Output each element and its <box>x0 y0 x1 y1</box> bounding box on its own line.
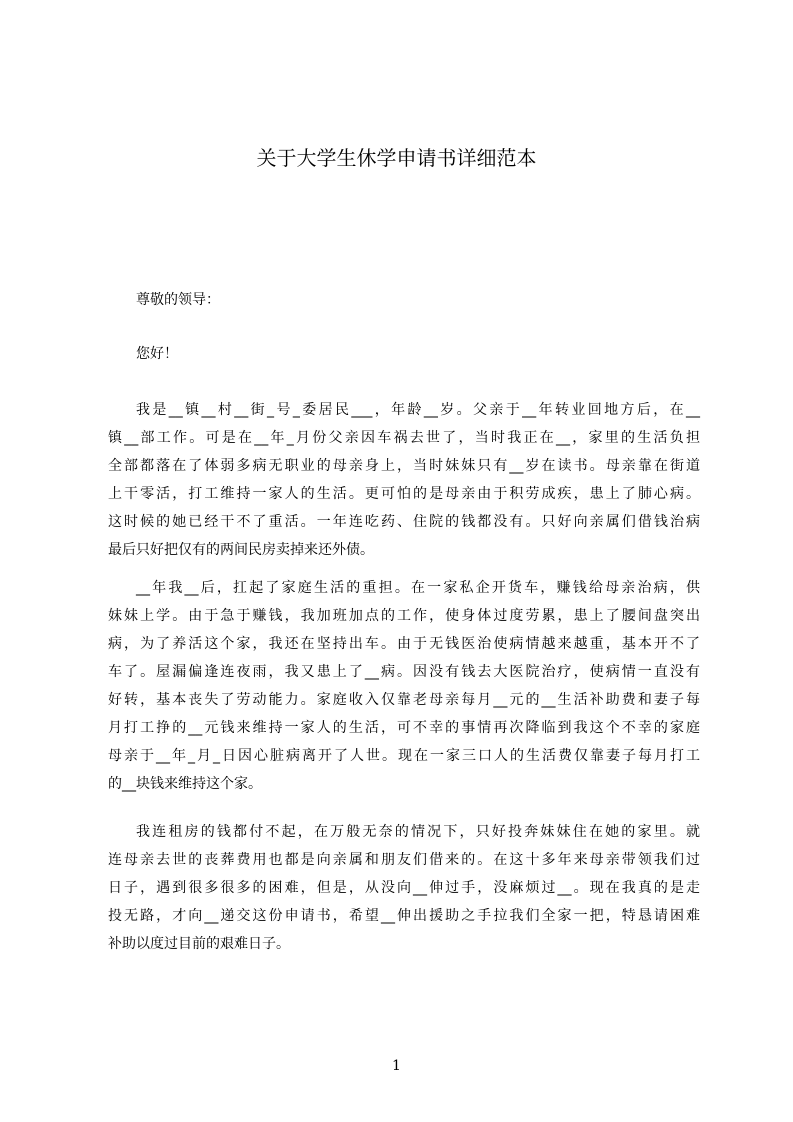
paragraph-family-background <box>108 396 700 564</box>
text-line: 月打工挣的__元钱来维持一家人的生活，可不幸的事情再次降临到我这个不幸的家庭 <box>108 720 700 736</box>
text-line: 这时候的她已经干不了重活。一年连吃药、住院的钱都没有。只好向亲属们借钱治病 <box>108 514 700 530</box>
text-line: 我连租房的钱都付不起，在万般无奈的情况下，只好投奔妹妹住在她的家里。就 <box>136 824 700 840</box>
text-line: 上干零活，打工维持一家人的生活。更可怕的是母亲由于积劳成疾，患上了肺心病。 <box>108 486 700 502</box>
document-title: 关于大学生休学申请书详细范本 <box>256 146 537 170</box>
text-line: 好转，基本丧失了劳动能力。家庭收入仅靠老母亲每月__元的__生活补助费和妻子每 <box>108 692 700 708</box>
text-line: 日子，遇到很多很多的困难，但是，从没向__伸过手，没麻烦过__。现在我真的是走 <box>108 880 700 896</box>
text-line: 车了。屋漏偏逢连夜雨，我又患上了__病。因没有钱去大医院治疗，使病情一直没有 <box>108 664 700 680</box>
paragraph-request <box>108 818 700 958</box>
text-line: 连母亲去世的丧葬费用也都是向亲属和朋友们借来的。在这十多年来母亲带领我们过 <box>108 852 700 868</box>
text-line: 镇__部工作。可是在__年_月份父亲因车祸去世了，当时我正在__，家里的生活负担 <box>108 430 700 446</box>
greeting: 您好！ <box>136 346 178 362</box>
page-number: 1 <box>392 1058 401 1074</box>
text-line: 病，为了养活这个家，我还在坚持出车。由于无钱医治使病情越来越重，基本开不了 <box>108 636 700 652</box>
text-line: 我是__镇__村__街_号_委居民___，年龄__岁。父亲于__年转业回地方后，在__ <box>136 402 700 418</box>
text-line: 母亲于__年_月_日因心脏病离开了人世。现在一家三口人的生活费仅靠妻子每月打工 <box>108 748 700 764</box>
salutation: 尊敬的领导： <box>136 292 220 308</box>
text-line: __年我__后，扛起了家庭生活的重担。在一家私企开货车，赚钱给母亲治病，供 <box>136 580 700 596</box>
text-line: 补助以度过目前的艰难日子。 <box>108 936 290 952</box>
text-line: 最后只好把仅有的两间民房卖掉来还外债。 <box>108 542 374 558</box>
text-line: 妹妹上学。由于急于赚钱，我加班加点的工作，使身体过度劳累，患上了腰间盘突出 <box>108 608 700 624</box>
paragraph-hardship <box>108 574 700 798</box>
text-line: 投无路，才向__递交这份申请书，希望__伸出援助之手拉我们全家一把，特恳请困难 <box>108 908 700 924</box>
text-line: 全部都落在了体弱多病无职业的母亲身上，当时妹妹只有__岁在读书。母亲靠在街道 <box>108 458 700 474</box>
text-line: 的__块钱来维持这个家。 <box>108 776 262 792</box>
